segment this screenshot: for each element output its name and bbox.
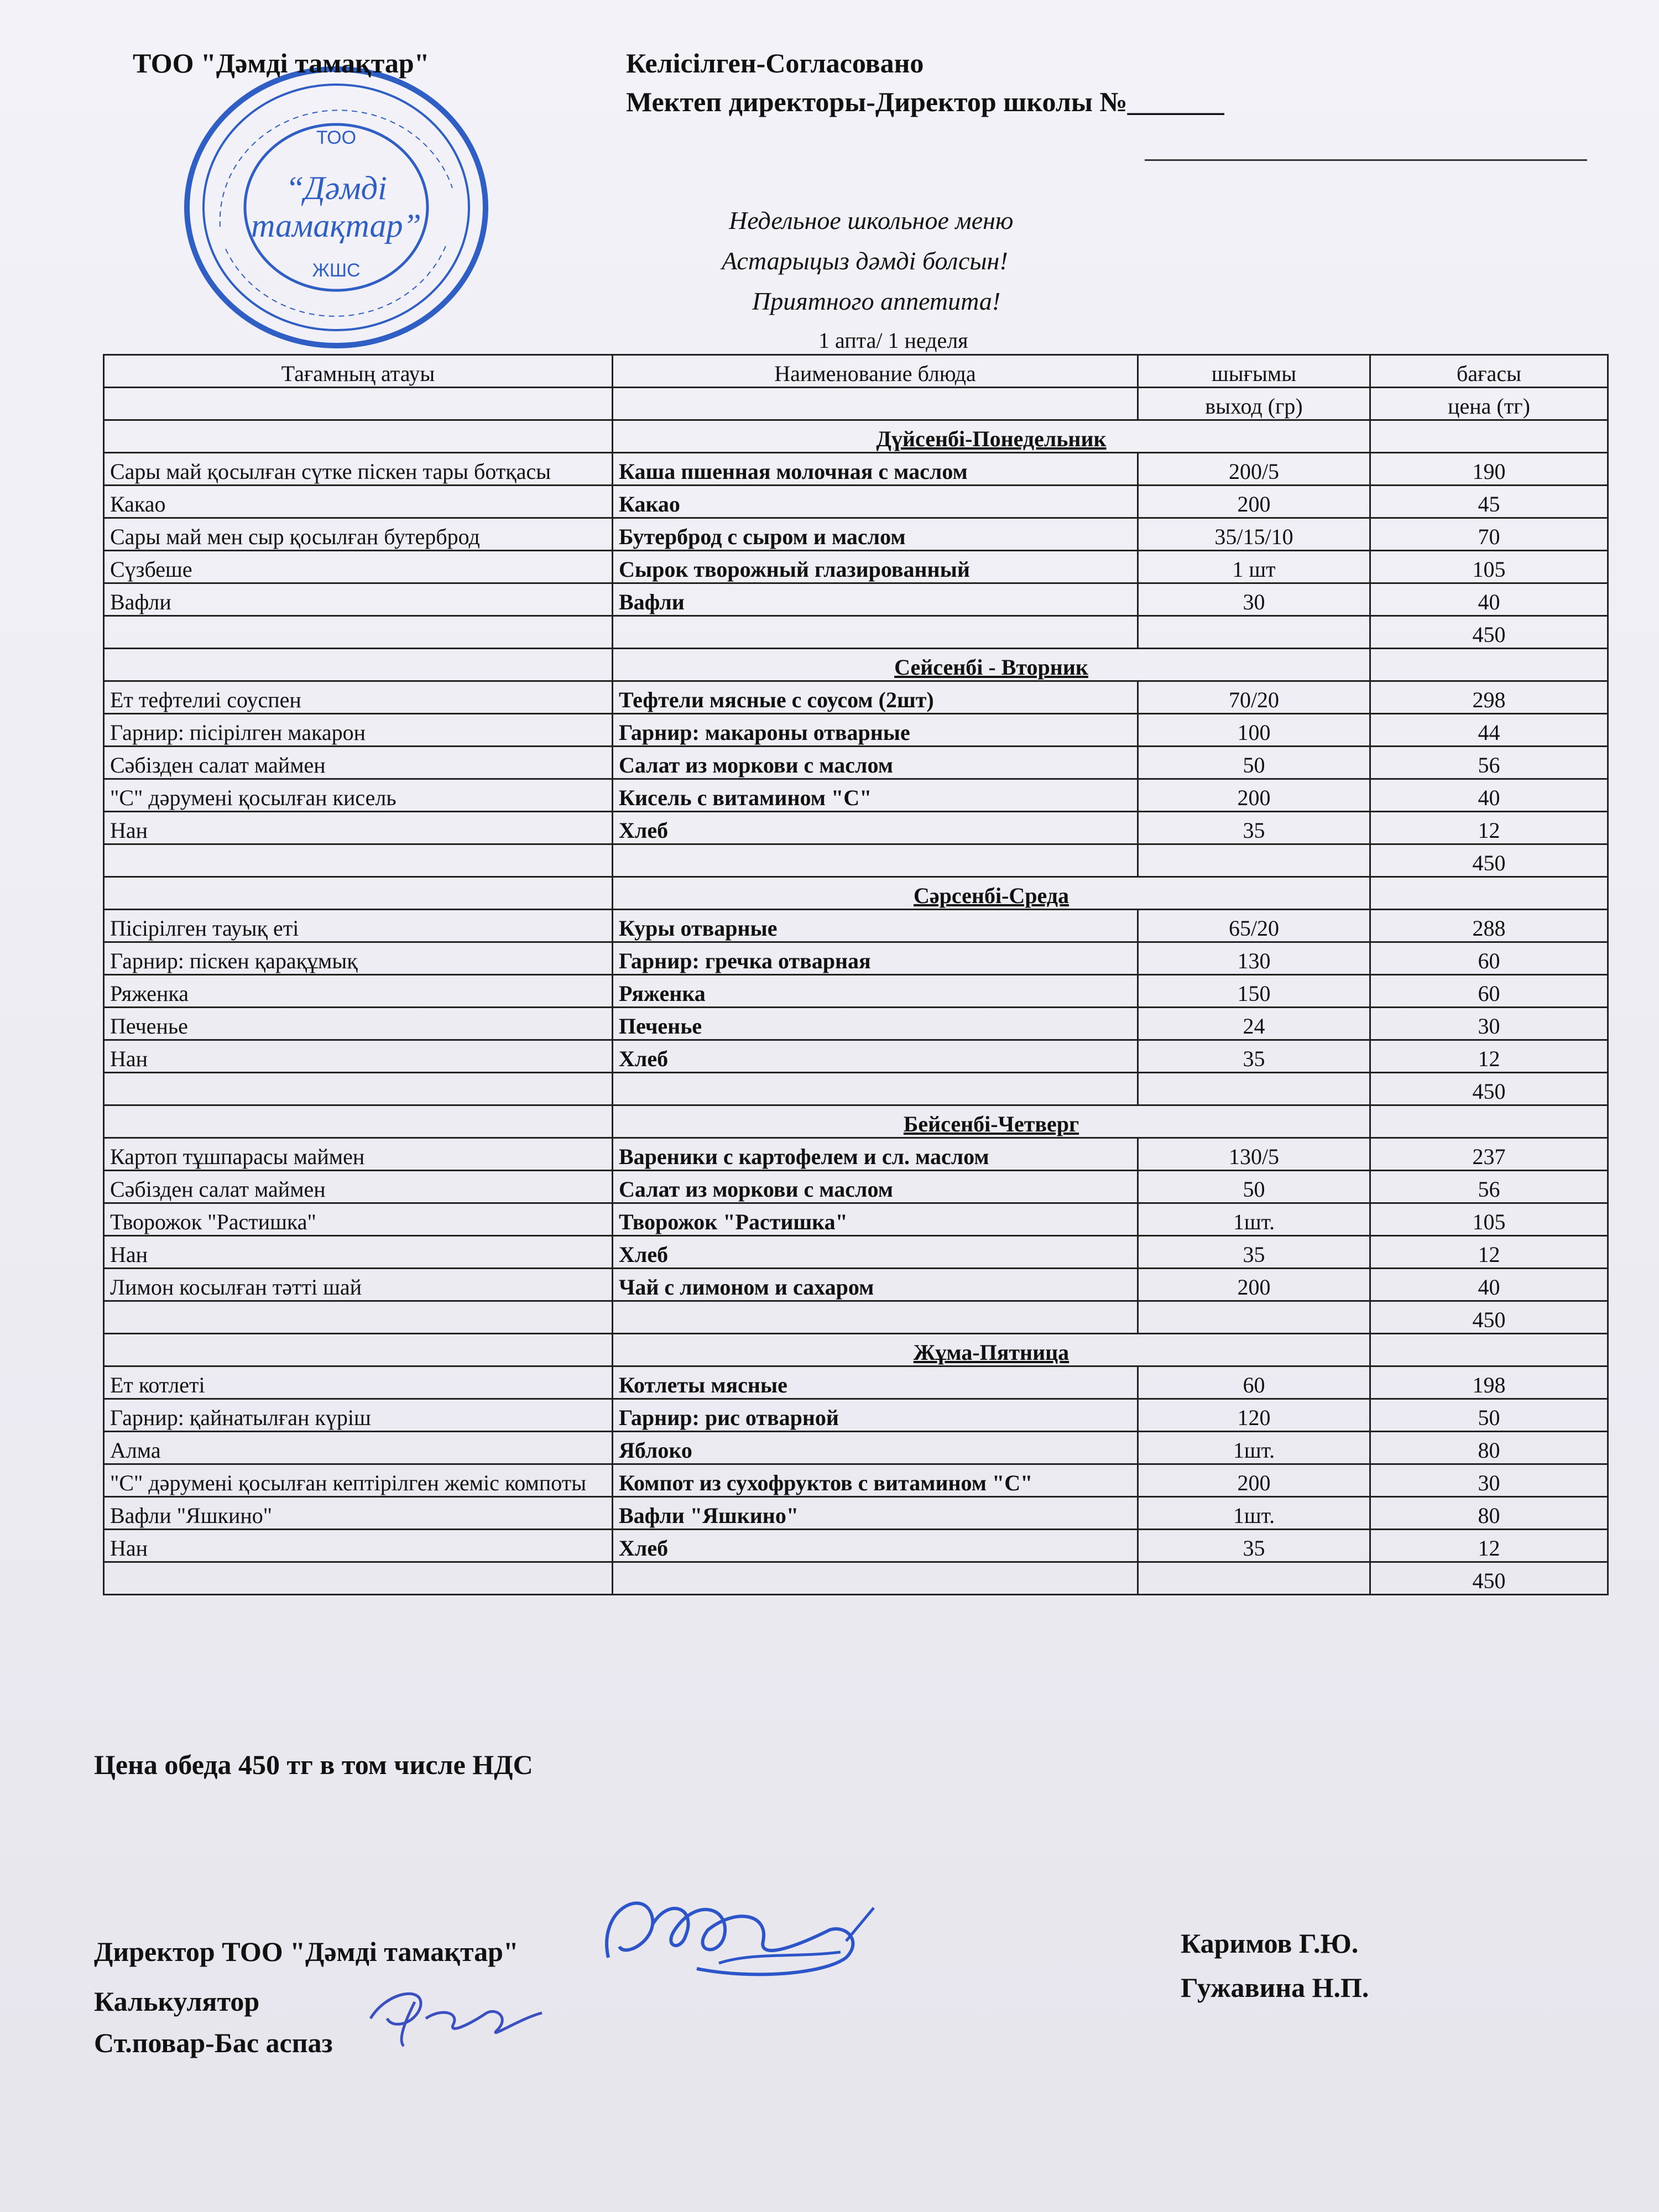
dish-name-ru: Вафли [613, 583, 1138, 616]
director-title: Мектеп директоры-Директор школы №_______ [626, 86, 1224, 117]
dish-name-ru: Сырок творожный глазированный [613, 551, 1138, 583]
dish-price: 298 [1370, 681, 1608, 714]
table-row [104, 779, 1608, 812]
dish-name-ru: Салат из моркови с маслом [613, 1171, 1138, 1203]
table-subheader-row [104, 388, 1608, 420]
dish-yield: 200 [1138, 779, 1370, 812]
dish-name-ru: Творожок "Растишка" [613, 1203, 1138, 1236]
table-row [104, 1008, 1608, 1040]
dish-name-kz: Сары май қосылған сүтке піскен тары ботқасы [104, 453, 613, 486]
day-title: Сейсенбі - Вторник [613, 649, 1370, 681]
dish-price: 12 [1370, 812, 1608, 844]
dish-name-ru: Гарнир: макароны отварные [613, 714, 1138, 747]
dish-name-ru: Какао [613, 486, 1138, 518]
table-row [104, 1530, 1608, 1562]
empty-cell [1370, 1334, 1608, 1366]
director-signature [586, 1875, 896, 2018]
dish-name-kz: Какао [104, 486, 613, 518]
empty-cell [613, 1301, 1138, 1334]
dish-name-kz: Пісірілген тауық еті [104, 910, 613, 942]
table-row [104, 1138, 1608, 1171]
dish-yield: 200/5 [1138, 453, 1370, 486]
dish-price: 40 [1370, 1269, 1608, 1301]
dish-yield: 60 [1138, 1366, 1370, 1399]
dish-name-kz: Ет тефтелиі соуспен [104, 681, 613, 714]
signature-line [1145, 159, 1587, 161]
dish-yield: 100 [1138, 714, 1370, 747]
dish-name-kz: Творожок "Растишка" [104, 1203, 613, 1236]
empty-cell [1370, 649, 1608, 681]
director-role: Директор ТОО "Дәмді тамақтар" [94, 1936, 519, 1967]
subheader-cell: выход (гр) [1138, 388, 1370, 420]
dish-name-ru: Ряженка [613, 975, 1138, 1008]
table-row [104, 747, 1608, 779]
dish-yield: 1 шт [1138, 551, 1370, 583]
dish-yield: 50 [1138, 747, 1370, 779]
empty-cell [104, 1073, 613, 1105]
empty-cell [613, 844, 1138, 877]
dish-yield: 65/20 [1138, 910, 1370, 942]
dish-price: 237 [1370, 1138, 1608, 1171]
table-row [104, 1269, 1608, 1301]
dish-price: 12 [1370, 1530, 1608, 1562]
day-title-row [104, 649, 1608, 681]
day-title-row [104, 1334, 1608, 1366]
svg-text:тамақтар”: тамақтар” [251, 207, 421, 244]
dish-yield: 35 [1138, 1236, 1370, 1269]
approval-title: Келісілген-Согласовано [626, 48, 924, 79]
table-row [104, 453, 1608, 486]
dish-name-kz: Лимон косылған тәтті шай [104, 1269, 613, 1301]
dish-name-kz: Гарнир: қайнатылған күріш [104, 1399, 613, 1432]
dish-name-ru: Котлеты мясные [613, 1366, 1138, 1399]
dish-name-kz: Нан [104, 812, 613, 844]
empty-cell [613, 616, 1138, 649]
day-title-row [104, 877, 1608, 910]
svg-text:ТОО: ТОО [316, 127, 357, 148]
dish-name-ru: Хлеб [613, 1530, 1138, 1562]
director-name: Каримов Г.Ю. [1181, 1928, 1359, 1959]
dish-yield: 130/5 [1138, 1138, 1370, 1171]
dish-name-kz: Гарнир: пісірілген макарон [104, 714, 613, 747]
empty-cell [1370, 877, 1608, 910]
table-row [104, 942, 1608, 975]
day-total-row [104, 844, 1608, 877]
dish-name-kz: Сары май мен сыр қосылған бутерброд [104, 518, 613, 551]
dish-price: 30 [1370, 1008, 1608, 1040]
dish-name-kz: Вафли "Яшкино" [104, 1497, 613, 1530]
empty-cell [1370, 420, 1608, 453]
chef-role: Ст.повар-Бас аспаз [94, 2027, 333, 2058]
menu-table [103, 354, 1609, 1595]
empty-cell [1138, 1073, 1370, 1105]
dish-yield: 200 [1138, 1269, 1370, 1301]
dish-price: 105 [1370, 551, 1608, 583]
dish-name-ru: Хлеб [613, 1236, 1138, 1269]
svg-text:“Дәмді: “Дәмді [285, 170, 387, 206]
dish-price: 50 [1370, 1399, 1608, 1432]
empty-cell [104, 844, 613, 877]
dish-name-ru: Хлеб [613, 1040, 1138, 1073]
table-row [104, 1236, 1608, 1269]
table-row [104, 910, 1608, 942]
table-row [104, 518, 1608, 551]
calculator-role: Калькулятор [94, 1986, 260, 2017]
empty-cell [1138, 1301, 1370, 1334]
dish-yield: 1шт. [1138, 1497, 1370, 1530]
dish-name-ru: Бутерброд с сыром и маслом [613, 518, 1138, 551]
svg-text:ЖШС: ЖШС [312, 260, 361, 281]
dish-name-kz: Алма [104, 1432, 613, 1464]
table-row [104, 1203, 1608, 1236]
empty-cell [613, 1073, 1138, 1105]
dish-price: 198 [1370, 1366, 1608, 1399]
dish-price: 30 [1370, 1464, 1608, 1497]
dish-yield: 200 [1138, 486, 1370, 518]
empty-cell [104, 1562, 613, 1595]
dish-name-ru: Гарнир: рис отварной [613, 1399, 1138, 1432]
dish-yield: 70/20 [1138, 681, 1370, 714]
dish-name-kz: Сүзбеше [104, 551, 613, 583]
header-cell: Тағамның атауы [104, 355, 613, 388]
day-total: 450 [1370, 1301, 1608, 1334]
table-row [104, 1040, 1608, 1073]
dish-price: 80 [1370, 1497, 1608, 1530]
dish-price: 56 [1370, 1171, 1608, 1203]
dish-name-kz: Картоп тұшпарасы маймен [104, 1138, 613, 1171]
dish-name-ru: Кисель с витамином "С" [613, 779, 1138, 812]
dish-name-ru: Вареники с картофелем и сл. маслом [613, 1138, 1138, 1171]
dish-name-kz: Нан [104, 1040, 613, 1073]
dish-name-kz: Гарнир: піскен қарақұмық [104, 942, 613, 975]
empty-cell [104, 877, 613, 910]
calculator-signature [354, 1969, 553, 2052]
dish-price: 40 [1370, 779, 1608, 812]
day-total-row [104, 1301, 1608, 1334]
subheader-cell [613, 388, 1138, 420]
greeting-ru: Приятного аппетита! [752, 287, 1001, 315]
dish-price: 60 [1370, 942, 1608, 975]
dish-price: 70 [1370, 518, 1608, 551]
subheader-cell [104, 388, 613, 420]
dish-yield: 120 [1138, 1399, 1370, 1432]
company-name: ТОО "Дәмді тамақтар" [133, 48, 430, 79]
table-row [104, 551, 1608, 583]
dish-name-kz: Сәбізден салат маймен [104, 747, 613, 779]
empty-cell [104, 1105, 613, 1138]
empty-cell [1138, 1562, 1370, 1595]
empty-cell [1138, 616, 1370, 649]
dish-yield: 24 [1138, 1008, 1370, 1040]
dish-name-kz: Ряженка [104, 975, 613, 1008]
dish-yield: 150 [1138, 975, 1370, 1008]
dish-price: 44 [1370, 714, 1608, 747]
dish-name-kz: Вафли [104, 583, 613, 616]
day-title-row [104, 1105, 1608, 1138]
dish-name-kz: Ет котлеті [104, 1366, 613, 1399]
empty-cell [104, 1334, 613, 1366]
day-title: Дүйсенбі-Понедельник [613, 420, 1370, 453]
dish-name-ru: Вафли "Яшкино" [613, 1497, 1138, 1530]
table-row [104, 1497, 1608, 1530]
day-total-row [104, 616, 1608, 649]
dish-yield: 35 [1138, 1040, 1370, 1073]
dish-price: 105 [1370, 1203, 1608, 1236]
empty-cell [1370, 1105, 1608, 1138]
table-row [104, 486, 1608, 518]
menu-title: Недельное школьное меню [729, 206, 1014, 234]
dish-name-ru: Каша пшенная молочная с маслом [613, 453, 1138, 486]
dish-name-ru: Салат из моркови с маслом [613, 747, 1138, 779]
table-header-row [104, 355, 1608, 388]
empty-cell [613, 1562, 1138, 1595]
header-cell: Наименование блюда [613, 355, 1138, 388]
dish-price: 12 [1370, 1040, 1608, 1073]
dish-name-kz: "С" дәрумені қосылған кептірілген жеміс компоты [104, 1464, 613, 1497]
dish-yield: 1шт. [1138, 1203, 1370, 1236]
dish-name-ru: Чай с лимоном и сахаром [613, 1269, 1138, 1301]
header-cell: шығымы [1138, 355, 1370, 388]
dish-yield: 35 [1138, 812, 1370, 844]
subheader-cell: цена (тг) [1370, 388, 1608, 420]
day-total: 450 [1370, 1562, 1608, 1595]
dish-name-kz: Печенье [104, 1008, 613, 1040]
table-row [104, 583, 1608, 616]
table-row [104, 1464, 1608, 1497]
empty-cell [104, 420, 613, 453]
dish-price: 45 [1370, 486, 1608, 518]
dish-name-kz: Нан [104, 1236, 613, 1269]
dish-price: 60 [1370, 975, 1608, 1008]
dish-yield: 35/15/10 [1138, 518, 1370, 551]
dish-name-ru: Яблоко [613, 1432, 1138, 1464]
dish-price: 190 [1370, 453, 1608, 486]
empty-cell [104, 649, 613, 681]
table-row [104, 1366, 1608, 1399]
day-title: Жұма-Пятница [613, 1334, 1370, 1366]
table-row [104, 812, 1608, 844]
dish-name-ru: Тефтели мясные с соусом (2шт) [613, 681, 1138, 714]
dish-price: 40 [1370, 583, 1608, 616]
day-title: Сәрсенбі-Среда [613, 877, 1370, 910]
empty-cell [104, 616, 613, 649]
dish-name-kz: Сәбізден салат маймен [104, 1171, 613, 1203]
dish-name-ru: Печенье [613, 1008, 1138, 1040]
dish-yield: 130 [1138, 942, 1370, 975]
dish-yield: 50 [1138, 1171, 1370, 1203]
dish-price: 56 [1370, 747, 1608, 779]
table-row [104, 681, 1608, 714]
dish-yield: 30 [1138, 583, 1370, 616]
dish-price: 288 [1370, 910, 1608, 942]
dish-name-kz: "С" дәрумені қосылған кисель [104, 779, 613, 812]
header-cell: бағасы [1370, 355, 1608, 388]
week-label: 1 апта/ 1 неделя [818, 328, 968, 353]
company-stamp [176, 61, 497, 354]
dish-name-ru: Хлеб [613, 812, 1138, 844]
dish-yield: 1шт. [1138, 1432, 1370, 1464]
dish-price: 80 [1370, 1432, 1608, 1464]
day-total-row [104, 1562, 1608, 1595]
table-row [104, 714, 1608, 747]
dish-name-ru: Куры отварные [613, 910, 1138, 942]
day-total: 450 [1370, 1073, 1608, 1105]
dish-name-kz: Нан [104, 1530, 613, 1562]
empty-cell [1138, 844, 1370, 877]
table-row [104, 1432, 1608, 1464]
lunch-price-note: Цена обеда 450 тг в том числе НДС [94, 1749, 533, 1780]
day-title: Бейсенбі-Четверг [613, 1105, 1370, 1138]
dish-name-ru: Гарнир: гречка отварная [613, 942, 1138, 975]
day-title-row [104, 420, 1608, 453]
day-total: 450 [1370, 616, 1608, 649]
dish-yield: 200 [1138, 1464, 1370, 1497]
day-total: 450 [1370, 844, 1608, 877]
table-row [104, 1171, 1608, 1203]
empty-cell [104, 1301, 613, 1334]
dish-price: 12 [1370, 1236, 1608, 1269]
dish-yield: 35 [1138, 1530, 1370, 1562]
table-row [104, 1399, 1608, 1432]
greeting-kz: Астарыцыз дәмді болсын! [722, 247, 1008, 275]
day-total-row [104, 1073, 1608, 1105]
table-row [104, 975, 1608, 1008]
calculator-name: Гужавина Н.П. [1181, 1972, 1369, 2003]
dish-name-ru: Компот из сухофруктов с витамином "С" [613, 1464, 1138, 1497]
